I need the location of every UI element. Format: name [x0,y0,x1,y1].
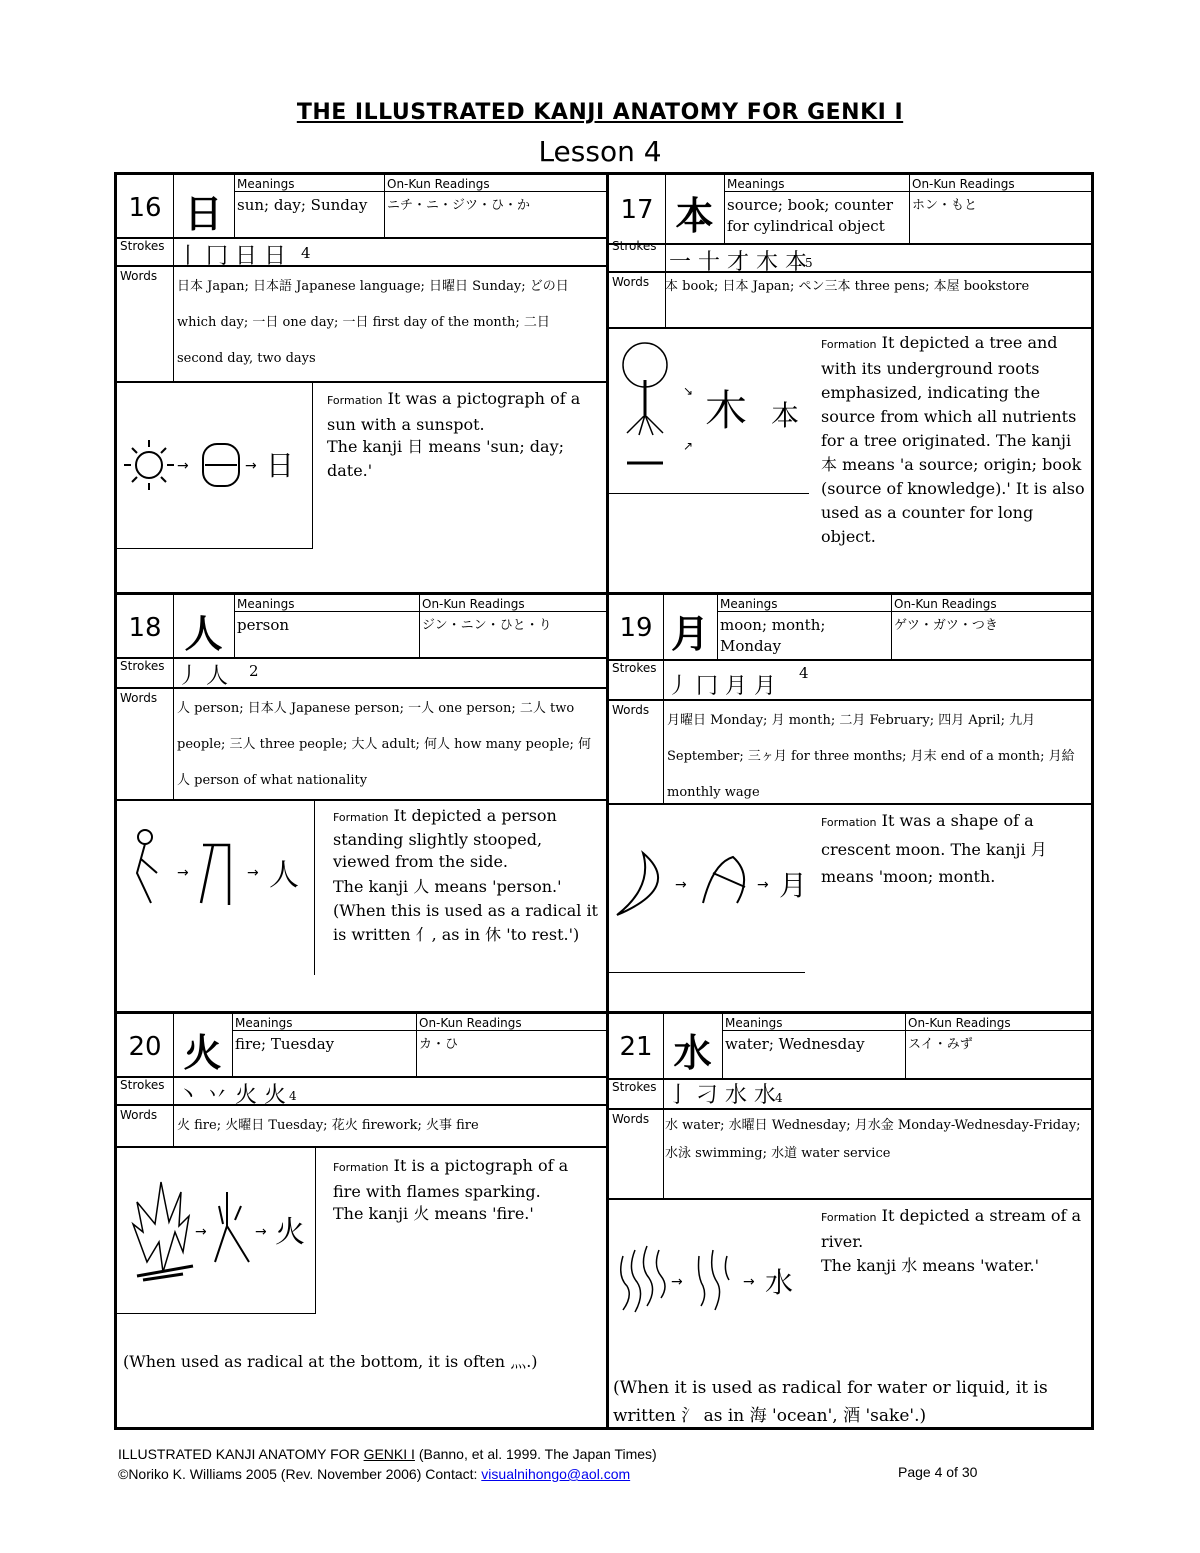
fire-evolution-illustration [123,1162,313,1302]
meanings-label: Meanings [235,1016,293,1030]
kanji-number: 17 [620,195,654,225]
kanji-character: 月 [670,612,709,656]
meanings-label: Meanings [237,177,295,191]
formation-text-2: The kanji 水 means 'water.' [821,1256,1040,1275]
example-words: 水 water; 水曜日 Wednesday; 月水金 Monday-Wednesday-Friday; 水泳 swimming; 水道 water service [665,1118,1081,1161]
readings-value: スイ・みず [908,1037,973,1052]
readings-label: On-Kun Readings [422,597,525,611]
svg-text:→: → [177,865,189,881]
words-label: Words [120,1108,158,1122]
svg-text:人: 人 [269,858,299,893]
kanji-number: 20 [128,1032,162,1062]
svg-text:日: 日 [266,449,295,482]
formation-text-2: The kanji 火 means 'fire.' [333,1204,534,1223]
meanings-value: water; Wednesday [725,1035,865,1053]
svg-text:↘: ↘ [683,384,694,398]
book-title: GENKI I [363,1446,415,1462]
meanings-label: Meanings [725,1016,783,1030]
kanji-character: 火 [183,1031,222,1075]
example-words: 火 fire; 火曜日 Tuesday; 花火 firework; 火事 fire [177,1118,479,1133]
formation-text: Formation It is a pictograph of a fire with flames sparking. [333,1156,569,1201]
svg-text:水: 水 [765,1266,794,1299]
meanings-value: sun; day; Sunday [237,196,368,214]
svg-text:→: → [757,877,769,893]
strokes-label: Strokes [612,661,657,675]
words-label: Words [120,269,158,283]
kanji-card-16 [117,175,606,592]
stroke-count: 4 [289,1089,297,1103]
words-label: Words [120,691,158,705]
example-words: 月曜日 Monday; 月 month; 二月 February; 四月 April; 九月 September; 三ヶ月 for three months; 月末 end of a month; 月給 monthly wage [667,713,1075,800]
moon-evolution-illustration [613,845,808,925]
footer [118,1444,657,1484]
footer-citation: ILLUSTRATED KANJI ANATOMY FOR GENKI I (Banno, et al. 1999. The Japan Times) [118,1446,657,1462]
radical-note: (When used as radical at the bottom, it is often 灬.) [123,1352,538,1371]
sun-evolution-illustration [121,430,311,500]
stroke-count: 5 [805,256,813,270]
meanings-label: Meanings [720,597,778,611]
formation-text: Formation It depicted a stream of a river. [821,1206,1082,1251]
svg-text:→: → [195,1224,207,1240]
svg-text:→: → [177,458,189,474]
readings-value: カ・ひ [419,1037,459,1052]
document-title: THE ILLUSTRATED KANJI ANATOMY FOR GENKI I [296,100,904,125]
page-number: Page 4 of 30 [898,1464,978,1480]
kanji-card-19 [609,595,1094,1011]
contact-email-link[interactable]: visualnihongo@aol.com [481,1466,631,1482]
meanings-value: fire; Tuesday [235,1035,335,1053]
footer-credit: ©Noriko K. Williams 2005 (Rev. November 2006) Contact: visualnihongo@aol.com [118,1466,631,1482]
meanings-value: person [237,616,290,634]
svg-text:本: 本 [771,399,800,432]
strokes-label: Strokes [612,239,657,253]
kanji-grid [114,172,1094,1430]
kanji-card-20 [117,1014,606,1430]
lesson-heading: Lesson 4 [538,135,662,168]
strokes-label: Strokes [120,659,165,673]
formation-text: Formation It was a shape of a crescent moon. The kanji 月 means 'moon; month. [821,811,1047,886]
svg-text:↗: ↗ [683,439,694,453]
readings-label: On-Kun Readings [894,597,997,611]
words-label: Words [612,703,650,717]
stroke-count: 4 [775,1091,783,1105]
kanji-number: 16 [128,193,162,223]
svg-text:→: → [247,865,259,881]
formation-text-2: The kanji 日 means 'sun; day; date.' [327,437,565,480]
readings-label: On-Kun Readings [387,177,490,191]
stroke-count: 4 [799,664,809,682]
stroke-sequence: 一 十 才 木 本 [669,250,807,275]
kanji-character: 日 [184,192,223,236]
svg-text:→: → [245,458,257,474]
formation-text: Formation It depicted a person standing slightly stooped, viewed from the side. [333,806,557,871]
svg-text:月: 月 [779,869,808,902]
kanji-character: 本 [675,194,714,238]
stroke-sequence: 亅 刁 水 水 [667,1083,776,1108]
strokes-label: Strokes [120,1078,165,1092]
svg-text:→: → [255,1224,267,1240]
person-evolution-illustration [123,823,313,923]
formation-text: Formation It was a pictograph of a sun with a sunspot. [327,389,581,434]
readings-value: ニチ・ニ・ジツ・ひ・か [387,198,531,213]
tree-evolution-illustration [613,335,813,475]
svg-text:→: → [743,1274,755,1290]
example-words: 本 book; 日本 Japan; ペン三本 three pens; 本屋 bookstore [665,279,1030,294]
stroke-count: 4 [301,244,311,262]
readings-value: ホン・もと [912,198,978,213]
kanji-number: 21 [619,1032,653,1062]
kanji-character: 人 [184,612,223,656]
meanings-value: source; book; counter for cylindrical object [727,196,894,235]
example-words: 日本 Japan; 日本語 Japanese language; 日曜日 Sunday; どの日 which day; 一日 one day; 一日 first day of the month; 二日 second day, two days [177,279,569,366]
svg-text:火: 火 [275,1215,305,1250]
meanings-value: moon; month; Monday [720,616,826,655]
kanji-character: 水 [673,1031,712,1075]
stroke-sequence: 丶 丷 火 火 [177,1083,286,1108]
stroke-sequence: 丿 人 [177,664,228,689]
readings-value: ゲツ・ガツ・つき [894,618,998,633]
example-words: 人 person; 日本人 Japanese person; 一人 one person; 二人 two people; 三人 three people; 大人 adult; 何人 how many people; 何人 person of what nationality [177,701,592,788]
words-label: Words [612,275,650,289]
stroke-count: 2 [249,662,259,680]
readings-label: On-Kun Readings [912,177,1015,191]
stroke-sequence: 丿 冂 月 月 [667,674,776,699]
formation-text-2: The kanji 人 means 'person.' (When this is used as a radical it is written 亻, as in 休 'to rest.') [333,877,598,944]
radical-note: (When it is used as radical for water or liquid, it is written 氵 as in 海 'ocean', 酒 'sake'.) [613,1378,1048,1426]
readings-value: ジン・ニン・ひと・り [422,618,552,633]
readings-label: On-Kun Readings [419,1016,522,1030]
kanji-card-18 [117,595,606,1011]
meanings-label: Meanings [727,177,785,191]
strokes-label: Strokes [612,1080,657,1094]
kanji-number: 18 [128,613,162,643]
kanji-card-17 [609,175,1094,592]
strokes-label: Strokes [120,239,165,253]
water-evolution-illustration [613,1226,813,1326]
meanings-label: Meanings [237,597,295,611]
svg-text:→: → [675,877,687,893]
svg-text:→: → [671,1274,683,1290]
words-label: Words [612,1112,650,1126]
formation-text: Formation It depicted a tree and with its underground roots emphasized, indicating the source from which all nutrients for a tree originated. The kanji 本 means 'a source; origin; book (source of knowledge).' It is also used as a counter for long object. [821,333,1085,546]
readings-label: On-Kun Readings [908,1016,1011,1030]
stroke-sequence: 丨 冂 日 日 [177,244,286,269]
kanji-number: 19 [619,613,653,643]
svg-text:木: 木 [705,386,748,435]
kanji-card-21 [609,1014,1094,1430]
